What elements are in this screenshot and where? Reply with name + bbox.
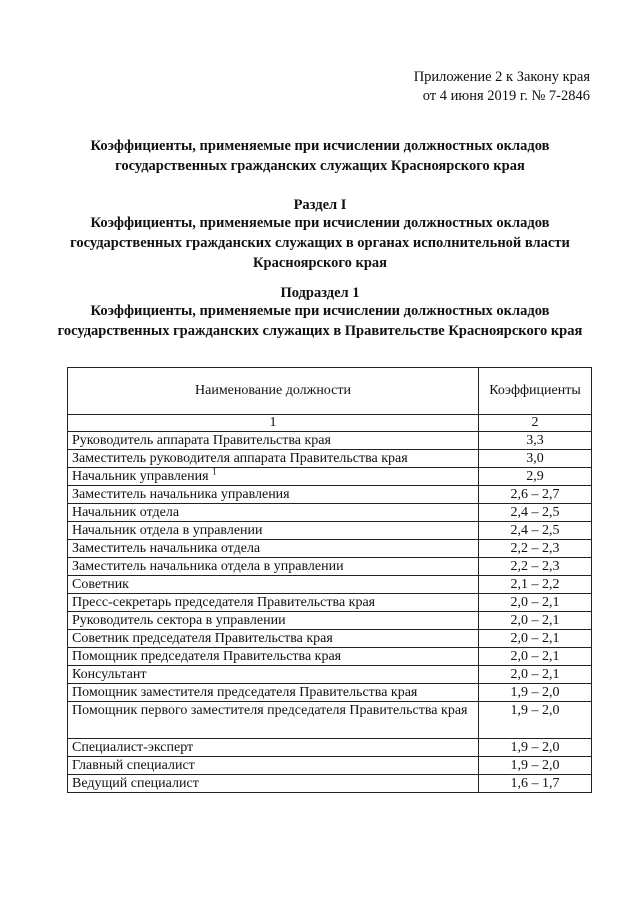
coefficient-cell: 2,1 – 2,2: [479, 576, 592, 594]
position-name-cell: [68, 684, 479, 702]
table-row: [68, 666, 592, 684]
coefficient-cell: 3,0: [479, 450, 592, 468]
position-name: Руководитель аппарата Правительства края: [72, 433, 331, 448]
position-name-cell: [68, 666, 479, 684]
coefficient-cell: 2,0 – 2,1: [479, 666, 592, 684]
position-name: Начальник управления: [72, 469, 209, 484]
coefficient-cell: 1,9 – 2,0: [479, 739, 592, 757]
table-row: [68, 558, 592, 576]
section-label: Раздел I: [293, 197, 347, 213]
subsection-title: Коэффициенты, применяемые при исчислении должностных окладов государственных гражданских служащих в Правительстве Красноярского края: [57, 303, 583, 339]
table-row: [68, 522, 592, 540]
table-row: [68, 612, 592, 630]
position-name: Заместитель начальника управления: [72, 487, 290, 502]
position-name: Советник председателя Правительства края: [72, 631, 333, 646]
position-name-cell: [68, 468, 479, 486]
table-row: [68, 757, 592, 775]
position-name-cell: [68, 757, 479, 775]
appendix-note: [414, 68, 590, 106]
coefficients-table: [67, 367, 592, 793]
coefficient-cell: 1,9 – 2,0: [479, 757, 592, 775]
position-name: Руководитель сектора в управлении: [72, 613, 286, 628]
table-row: [68, 486, 592, 504]
position-name-cell: [68, 612, 479, 630]
position-name-cell: [68, 630, 479, 648]
coefficient-cell: 2,2 – 2,3: [479, 540, 592, 558]
coefficient-cell: 2,0 – 2,1: [479, 630, 592, 648]
position-name: Специалист-эксперт: [72, 740, 194, 755]
coefficient-cell: 1,9 – 2,0: [479, 702, 592, 739]
position-name-cell: [68, 558, 479, 576]
header-position: Наименование должности: [68, 368, 479, 415]
position-name: Ведущий специалист: [72, 776, 199, 791]
index-cell-2: 2: [479, 415, 592, 432]
coefficient-cell: 2,4 – 2,5: [479, 522, 592, 540]
main-title: Коэффициенты, применяемые при исчислении должностных окладов государственных гражданских служащих Красноярского края: [90, 138, 550, 174]
section-title: Коэффициенты, применяемые при исчислении должностных окладов государственных гражданских служащих в органах исполнительной власти Красноярского края: [70, 215, 570, 271]
table-row: [68, 702, 592, 739]
appendix-line-1: Приложение 2 к Закону края: [413, 69, 590, 85]
position-name: Помощник председателя Правительства края: [72, 649, 342, 664]
coefficient-cell: 2,0 – 2,1: [479, 612, 592, 630]
coefficient-cell: 2,2 – 2,3: [479, 558, 592, 576]
position-name-cell: [68, 739, 479, 757]
position-name-cell: [68, 540, 479, 558]
position-name: Консультант: [72, 667, 147, 682]
table-row: [68, 594, 592, 612]
table-row: [68, 775, 592, 793]
position-name: Главный специалист: [72, 758, 195, 773]
position-name: Начальник отдела в управлении: [72, 523, 263, 538]
position-name: Пресс-секретарь председателя Правительства края: [72, 595, 376, 610]
position-name: Советник: [72, 577, 129, 592]
position-name-cell: [68, 432, 479, 450]
table-row: [68, 739, 592, 757]
footnote-marker: 1: [212, 466, 217, 477]
position-name-cell: [68, 504, 479, 522]
position-name: Заместитель руководителя аппарата Правительства края: [72, 451, 408, 466]
subsection-label: Подраздел 1: [280, 285, 360, 301]
header-coefficients: Коэффициенты: [479, 368, 592, 415]
coefficient-cell: 1,6 – 1,7: [479, 775, 592, 793]
coefficient-cell: 2,6 – 2,7: [479, 486, 592, 504]
table-row: [68, 432, 592, 450]
position-name-cell: [68, 576, 479, 594]
position-name: Помощник первого заместителя председателя Правительства края: [72, 703, 468, 718]
position-name-cell: [68, 486, 479, 504]
table-row: [68, 576, 592, 594]
table-row: [68, 630, 592, 648]
coefficient-cell: 1,9 – 2,0: [479, 684, 592, 702]
position-name-cell: [68, 450, 479, 468]
table-row: [68, 468, 592, 486]
position-name: Заместитель начальника отдела в управлении: [72, 559, 344, 574]
index-cell-1: 1: [68, 415, 479, 432]
position-name-cell: [68, 594, 479, 612]
position-name-cell: [68, 702, 479, 739]
table-row: [68, 684, 592, 702]
table-index-row: [68, 415, 592, 432]
appendix-line-2: от 4 июня 2019 г. № 7-2846: [422, 88, 590, 104]
position-name: Помощник заместителя председателя Правительства края: [72, 685, 418, 700]
coefficient-cell: 2,0 – 2,1: [479, 648, 592, 666]
table-row: [68, 540, 592, 558]
table-row: [68, 450, 592, 468]
table-header-row: [68, 368, 592, 415]
position-name-cell: [68, 775, 479, 793]
coefficient-cell: 2,9: [479, 468, 592, 486]
table-row: [68, 648, 592, 666]
coefficient-cell: 2,0 – 2,1: [479, 594, 592, 612]
table-row: [68, 504, 592, 522]
position-name-cell: [68, 648, 479, 666]
position-name: Начальник отдела: [72, 505, 180, 520]
coefficient-cell: 2,4 – 2,5: [479, 504, 592, 522]
coefficient-cell: 3,3: [479, 432, 592, 450]
position-name-cell: [68, 522, 479, 540]
position-name: Заместитель начальника отдела: [72, 541, 261, 556]
